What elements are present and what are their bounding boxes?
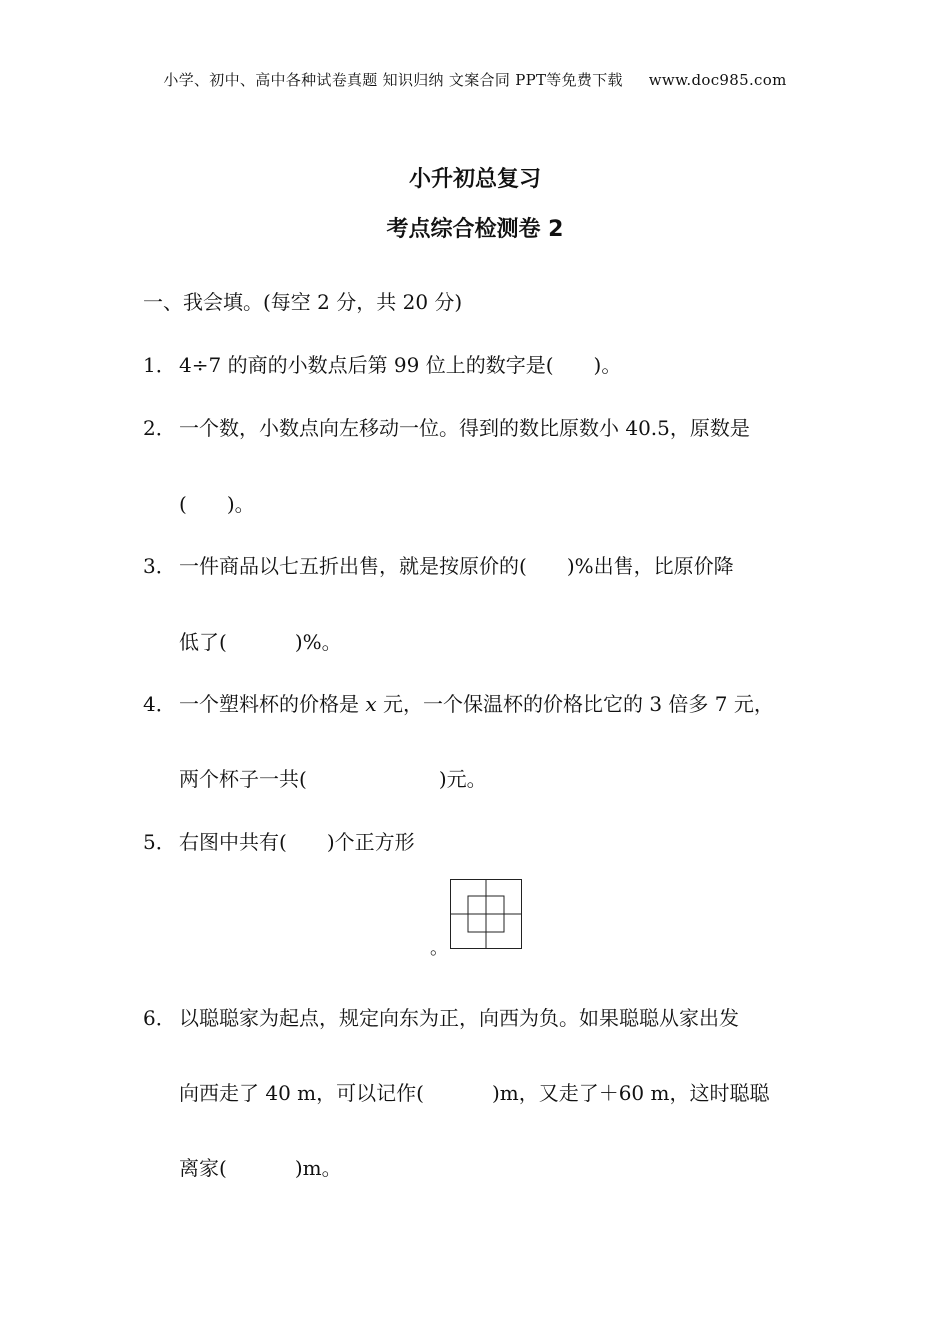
question-number: 3． bbox=[143, 554, 176, 578]
question-1: 1． 4÷7 的商的小数点后第 99 位上的数字是( )。 bbox=[143, 353, 622, 377]
question-number: 2． bbox=[143, 416, 176, 440]
question-number: 1． bbox=[143, 353, 176, 377]
question-2: 2． 一个数，小数点向左移动一位。得到的数比原数小 40.5，原数是 bbox=[143, 416, 750, 440]
variable-x: x bbox=[365, 692, 377, 716]
question-4-line-2: 两个杯子一共( )元。 bbox=[179, 767, 487, 791]
page-header bbox=[0, 69, 950, 90]
question-2-line-2: ( )。 bbox=[179, 492, 255, 516]
figure-tail-mark: 。 bbox=[430, 938, 448, 959]
question-6: 6． 以聪聪家为起点，规定向东为正，向西为负。如果聪聪从家出发 bbox=[143, 1006, 739, 1030]
question-number: 4． bbox=[143, 692, 176, 716]
question-4: 4． 一个塑料杯的价格是 x 元，一个保温杯的价格比它的 3 倍多 7 元， bbox=[143, 692, 774, 716]
header-tagline: 小学、初中、高中各种试卷真题 知识归纳 文案合同 PPT等免费下载 bbox=[163, 71, 623, 89]
page-subtitle: 考点综合检测卷 2 bbox=[386, 217, 564, 242]
question-number: 5． bbox=[143, 830, 176, 854]
question-3-line-2: 低了( )%。 bbox=[179, 630, 342, 654]
question-3: 3． 一件商品以七五折出售，就是按原价的( )%出售，比原价降 bbox=[143, 554, 734, 578]
question-number: 6． bbox=[143, 1006, 176, 1030]
section-heading: 一、我会填。(每空 2 分，共 20 分) bbox=[143, 290, 463, 314]
question-5: 5． 右图中共有( )个正方形 bbox=[143, 830, 415, 854]
page-title: 小升初总复习 bbox=[408, 167, 541, 192]
header-site-link[interactable]: www.doc985.com bbox=[648, 71, 787, 89]
question-6-line-2: 向西走了 40 m，可以记作( )m，又走了＋60 m，这时聪聪 bbox=[179, 1081, 770, 1105]
question-6-line-3: 离家( )m。 bbox=[179, 1156, 342, 1180]
squares-figure bbox=[450, 879, 522, 949]
